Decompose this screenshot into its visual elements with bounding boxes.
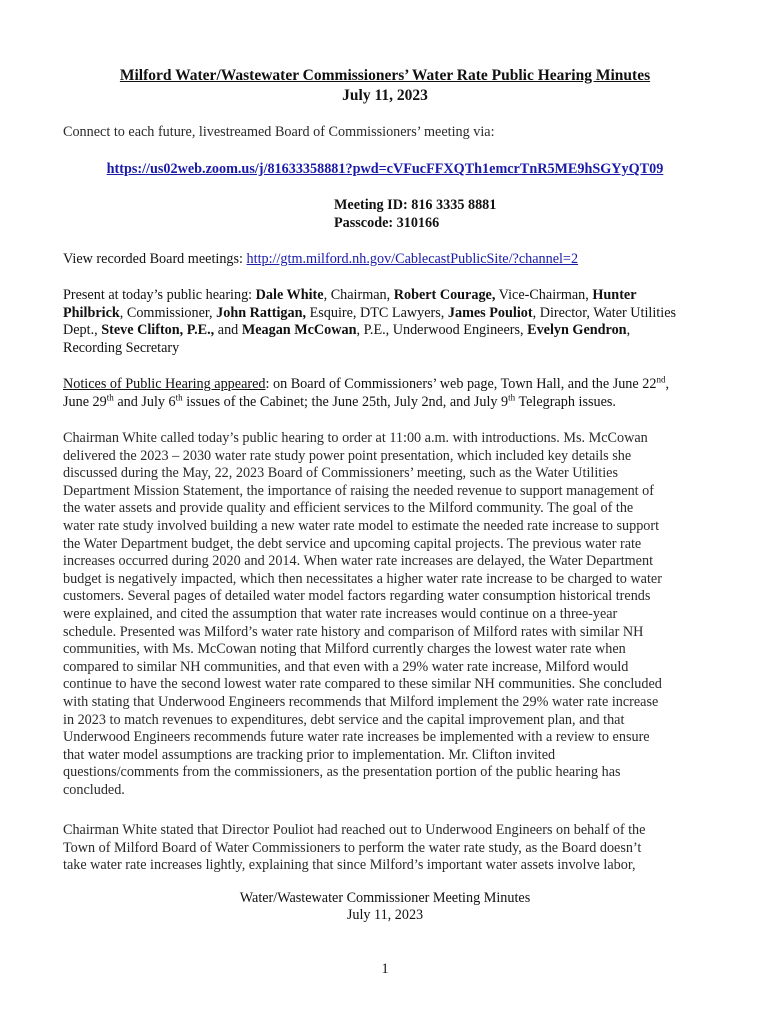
attendee-role: P.E., [183, 322, 215, 339]
attendee-role: and [214, 322, 242, 339]
attendee-name: James Pouliot [447, 304, 533, 321]
paragraph-line: budget is negatively impacted, which then necessitates a higher water rate increase to be charged to water [63, 570, 662, 587]
attendee-role: , P.E., Underwood Engineers, [356, 322, 528, 339]
paragraph-line: communities, with Ms. McCowan noting that Milford currently charges the lowest water rate when [63, 641, 626, 658]
notices-text: and July 6 [113, 393, 176, 410]
paragraph-line: Department Mission Statement, the importance of raising the needed revenue to support management of [63, 482, 654, 499]
paragraph-line: Town of Milford Board of Water Commissioners to perform the water rate study, as the Board doesn’t [63, 839, 642, 856]
hearing-summary-paragraph [63, 430, 691, 799]
paragraph-line: Chairman White stated that Director Pouliot had reached out to Underwood Engineers on behalf of the [63, 822, 646, 838]
paragraph-line: that water model assumptions are tracking prior to implementation. Mr. Clifton invited [63, 746, 556, 763]
footer-date: July 11, 2023 [346, 907, 424, 923]
meeting-id: Meeting ID: 816 3335 8881 [334, 197, 497, 213]
chairman-statement-paragraph [63, 822, 691, 875]
attendee-role: , Commissioner, [119, 304, 217, 321]
attendee-role: Esquire, DTC Lawyers, [306, 304, 448, 321]
attendee-role: , Recording Secretary [63, 322, 631, 356]
notices-text: , June 29 [63, 376, 669, 410]
paragraph-line: Underwood Engineers recommends future water rate increases be implemented with a review to ensure [63, 729, 650, 746]
zoom-link[interactable]: https://us02web.zoom.us/j/81633358881?pwd=cVFucFFXQTh1emcrTnR5ME9hSGYyQT09 [106, 161, 664, 177]
attendee-name: Robert Courage, [393, 287, 496, 303]
paragraph-line: delivered the 2023 – 2030 water rate study power point presentation, which included key details she [63, 447, 632, 464]
paragraph-line: schedule. Presented was Milford’s water rate history and comparison of Milford rates with similar NH [63, 623, 644, 640]
footer-title: Water/Wastewater Commissioner Meeting Minutes [239, 890, 531, 906]
attendees-paragraph [63, 287, 691, 357]
ordinal-suffix: th [508, 391, 516, 402]
paragraph-line: water rate study involved building a new water rate model to estimate the needed rate increase to support [63, 517, 660, 534]
paragraph-line: in 2023 to match revenues to expenditures, debt service and the capital improvement plan, and that [63, 711, 625, 728]
passcode: Passcode: 310166 [334, 215, 440, 231]
recorded-label: View recorded Board meetings: [63, 251, 247, 267]
notices-label: Notices of Public Hearing appeared [63, 376, 266, 392]
connect-intro: Connect to each future, livestreamed Board of Commissioners’ meeting via: [63, 124, 495, 140]
attendee-name: Hunter Philbrick [63, 287, 637, 321]
notices-text: : on Board of Commissioners’ web page, Town Hall, and the June 22 [265, 376, 657, 392]
paragraph-line: concluded. [63, 781, 125, 798]
attendee-role: , Chairman, [323, 287, 394, 303]
paragraph-line: discussed during the May, 22, 2023 Board of Commissioners’ meeting, such as the Water Utilities [63, 465, 618, 482]
page-number: 1 [381, 961, 389, 977]
zoom-link-line [63, 161, 707, 179]
paragraph-line: questions/comments from the commissioners, as the presentation portion of the public hearing has [63, 764, 621, 781]
ordinal-suffix: nd [656, 374, 666, 385]
attendee-name: Meagan McCowan [241, 322, 357, 339]
paragraph-line: compared to similar NH communities, and that even with a 29% water rate increase, Milford would [63, 658, 629, 675]
attendee-name: Dale White [255, 287, 324, 303]
attendee-role: Vice-Chairman, [495, 287, 593, 303]
paragraph-line: continue to have the second lowest water rate compared to these similar NH communities. She concluded [63, 676, 662, 693]
paragraph-line: with stating that Underwood Engineers recommends that Milford implement the 29% water rate increase [63, 693, 659, 710]
document-title [63, 66, 707, 106]
attendee-role: , Director, Water Utilities Dept., [63, 304, 677, 339]
attendee-name: John Rattigan, [216, 304, 307, 321]
notices-text: issues of the Cabinet; the June 25th, July 2nd, and July 9 [182, 393, 509, 410]
notices-paragraph [63, 376, 691, 411]
recorded-meetings-line [63, 251, 691, 269]
paragraph-line: the Water Department budget, the debt service and upcoming capital projects. The previous water rate [63, 535, 642, 552]
paragraph-line: customers. Several pages of detailed water model factors regarding water consumption historical trends [63, 588, 651, 605]
attendee-name: Steve Clifton, [101, 322, 184, 339]
paragraph-line: take water rate increases lightly, explaining that since Milford’s important water assets involve labor, [63, 857, 636, 874]
paragraph-line: were explained, and cited the assumption that water rate increases would continue on a three-year [63, 605, 618, 622]
attendee-name: Evelyn Gendron [527, 322, 627, 339]
ordinal-suffix: th [175, 391, 183, 402]
attendees-intro: Present at today’s public hearing: [63, 287, 256, 303]
ordinal-suffix: th [106, 391, 114, 402]
paragraph-line: the water assets and provide quality and efficient services to the Milford community. The goal of the [63, 500, 634, 517]
title-line-1: Milford Water/Wastewater Commissioners’ Water Rate Public Hearing Minutes [119, 67, 651, 84]
paragraph-line: Chairman White called today’s public hearing to order at 11:00 a.m. with introductions. Ms. McCowan [63, 430, 648, 446]
notices-text: Telegraph issues. [515, 393, 616, 410]
title-date: July 11, 2023 [342, 87, 428, 104]
paragraph-line: increases occurred during 2020 and 2014. When water rate increases are delayed, the Water Department [63, 553, 654, 570]
recorded-link[interactable]: http://gtm.milford.nh.gov/CablecastPublicSite/?channel=2 [246, 251, 579, 267]
